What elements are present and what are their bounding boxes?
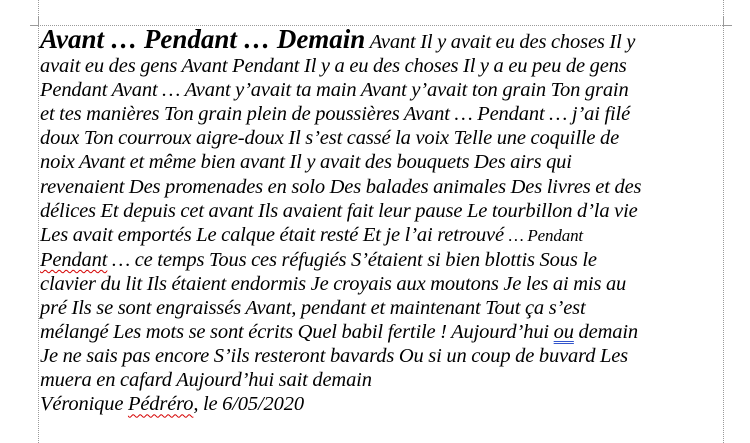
text-line [40, 223, 721, 248]
crop-mark-top-right [723, 17, 732, 26]
text-line [40, 320, 721, 344]
poem-text[interactable] [40, 24, 721, 417]
signature-line [40, 392, 721, 416]
text-line: Pendant Avant … Avant y’avait ta main Avant y’avait ton grain Ton grain [40, 79, 629, 102]
text-run: Les avait emportés Le calque était resté Et je l’ai retrouvé [40, 223, 504, 246]
text-line [40, 24, 721, 54]
text-line: revenaient Des promenades en solo Des balades animales Des livres et des [40, 175, 642, 198]
text-run: mélangé Les mots se sont écrits Quel babil fertile ! Aujourd’hui [40, 321, 549, 344]
page-top-edge [0, 0, 750, 18]
text-run: … Pendant [508, 225, 584, 245]
text-line: et tes manières Ton grain plein de poussières Avant … Pendant … j’ai filé [40, 103, 631, 126]
text-line [40, 248, 721, 272]
text-run: … ce temps Tous ces réfugiés S’étaient si bien blottis Sous le [107, 248, 597, 271]
text-line: noix Avant et même bien avant Il y avait des bouquets Des airs qui [40, 151, 572, 174]
text-line: muera en cafard Aujourd’hui sait demain [40, 369, 372, 392]
signature-date: , le 6/05/2020 [193, 393, 304, 416]
text-line: Je ne sais pas encore S’ils resteront bavards Ou si un coup de buvard Les [40, 345, 628, 368]
text-line: doux Ton courroux aigre-doux Il s’est cassé la voix Telle une coquille de [40, 127, 620, 150]
text-boundary-left [38, 0, 39, 443]
text-run: Avant Il y avait eu des choses Il y [369, 31, 636, 53]
text-line: clavier du lit Ils étaient endormis Je croyais aux moutons Je les ai mis au [40, 272, 627, 295]
signature-last-name[interactable]: Pédréro [127, 393, 194, 416]
spellcheck-flagged-word[interactable]: Pendant [40, 248, 108, 271]
text-line: avait eu des gens Avant Pendant Il y a eu des choses Il y a eu peu de gens [40, 55, 627, 78]
signature-first-name: Véronique [40, 393, 128, 416]
text-line: pré Ils se sont engraissés Avant, pendant et maintenant Tout ça s’est [40, 297, 586, 320]
grammar-flagged-word[interactable]: ou [553, 321, 574, 344]
text-run: demain [573, 321, 638, 344]
text-line: délices Et depuis cet avant Ils avaient fait leur pause Le tourbillon d’la vie [40, 199, 638, 222]
text-boundary-right [723, 0, 724, 443]
poem-title: Avant … Pendant … Demain [40, 24, 366, 54]
